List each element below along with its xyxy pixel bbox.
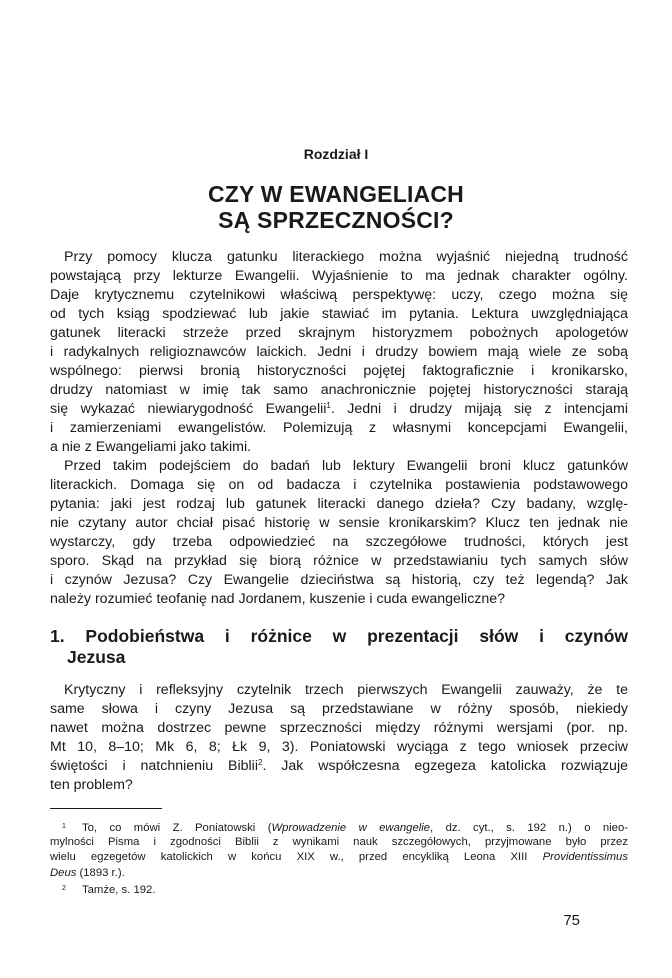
section-paragraph: [50, 681, 628, 795]
text-line: i zamierzeniami ewangelistów. Polemizują z własnymi koncepcjami Ewangelii,: [50, 420, 628, 436]
footnote-1-line-1: [50, 819, 628, 835]
footnote-1-line-2: mylności Pisma i zgodności Biblii z wynikami nauk szczegółowych, przyjmowane było przez: [50, 835, 628, 848]
text-fragment: To, co mówi Z. Poniatowski (: [82, 822, 272, 834]
text-line: wspólnego: pierwsi bronią historyczności pojętej faktograficznie i kronikarsko,: [50, 363, 628, 379]
text-line: Krytyczny i refleksyjny czytelnik trzech pierwszych Ewangelii zauważy, że te: [64, 682, 628, 698]
intro-paragraphs: [50, 248, 628, 609]
text-line: od tych ksiąg spodziewać lub jakie stawiać im pytania. Lektura uwzględniająca: [50, 306, 628, 322]
text-fragment: (1893 r.).: [76, 866, 125, 879]
footnote-2-mark: 2: [62, 885, 66, 892]
encyclical-title: Deus: [50, 866, 77, 879]
section-heading-line-1: 1. Podobieństwa i różnice w prezentacji słów i czynów: [50, 626, 628, 646]
text-line: należy rozumieć teofanię nad Jordanem, kuszenie i cuda ewangeliczne?: [50, 591, 506, 607]
encyclical-title: Providentissimus: [542, 851, 628, 863]
text-line-with-footnote-1: [50, 400, 628, 419]
footnote-2: [50, 881, 628, 897]
text-line: same słowa i czyny Jezusa są przedstawiane w różny sposób, niekiedy: [50, 701, 628, 717]
text-line-with-footnote-2: [50, 757, 628, 776]
text-line: literackich. Domaga się on od badacza i czytelnika postawienia podstawowego: [50, 477, 628, 493]
text-line: drudzy natomiast w imię tak samo anachronicznie pojętej historyczności starają: [50, 382, 628, 398]
footnote-ref-2[interactable]: 2: [257, 758, 263, 767]
text-line: Mt 10, 8–10; Mk 6, 8; Łk 9, 3). Poniatowski wyciąga z tego wniosek przeciw: [50, 739, 628, 755]
text-line: i radykalnych religioznawców laickich. Jedni i drudzy bowiem mają wiele ze sobą: [50, 344, 628, 360]
text-fragment: , dz. cyt., s. 192 n.) o nieo-: [430, 822, 628, 834]
text-line: ten problem?: [50, 777, 133, 793]
text-fragment: . Jedni i drudzy mijają się z intencjami: [330, 401, 628, 417]
text-fragment: świętości i natchnieniu Biblii: [50, 758, 258, 774]
text-line: Daje krytycznemu czytelnikowi właściwą perspektywę: uczy, czego można się: [50, 287, 628, 303]
footnote-1-line-3: [50, 850, 628, 866]
text-fragment: się wykazać niewiarygodność Ewangelii: [50, 401, 327, 417]
page-number: 75: [563, 912, 580, 929]
text-line: Przed takim podejściem do badań lub lektury Ewangelii broni klucz gatunków: [64, 458, 628, 474]
text-line: sporo. Skąd na przykład się biorą różnice w przedstawianiu tych samych słów: [50, 553, 628, 569]
footnotes: [50, 819, 628, 897]
text-line: powstającą przy lekturze Ewangelii. Wyjaśnienie to ma jednak charakter ogólny.: [50, 268, 628, 284]
chapter-label: Rozdział I: [303, 146, 369, 162]
chapter-title-line-2: SĄ SPRZECZNOŚCI?: [218, 207, 454, 233]
chapter-title-line-1: CZY W EWANGELIACH: [208, 181, 464, 207]
text-line: wystarczy, gdy trzeba odpowiedzieć na szczegółowe trudności, których jest: [50, 534, 628, 550]
text-line: gatunek literacki strzeże przed skrajnym historyzmem pobożnych apologetów: [50, 325, 628, 341]
text-line: a nie z Ewangeliami jako takimi.: [50, 439, 252, 455]
text-fragment: . Jak współczesna egzegeza katolicka rozwiązuje: [262, 758, 628, 774]
book-title: Wprowadzenie w ewangelie: [271, 822, 431, 834]
chapter-title: [0, 181, 672, 233]
footnote-separator: [50, 808, 162, 809]
text-fragment: Tamże, s. 192.: [82, 884, 156, 896]
footnote-1-mark: 1: [62, 823, 66, 830]
text-line: Przy pomocy klucza gatunku literackiego można wyjaśnić niejedną trudność: [64, 249, 628, 265]
text-line: nie czytany autor chciał pisać historię w sensie kronikarskim? Klucz ten jednak nie: [50, 515, 628, 531]
text-line: nawet można dostrzec pewne sprzeczności między różnymi wersjami (por. np.: [50, 720, 628, 736]
footnote-1-line-4: [50, 866, 628, 882]
footnote-ref-1[interactable]: 1: [326, 401, 331, 410]
text-line: i czynów Jezusa? Czy Ewangelie dzieciństwa są historią, czy też legendą? Jak: [50, 572, 628, 588]
section-heading: [50, 626, 628, 668]
text-line: pytania: jaki jest rodzaj lub gatunek literacki danego dzieła? Czy badany, wzglę-: [50, 496, 628, 512]
text-fragment: wielu egzegetów katolickich w końcu XIX w., przed encykliką Leona XIII: [50, 851, 543, 863]
section-heading-line-2: Jezusa: [67, 647, 126, 667]
